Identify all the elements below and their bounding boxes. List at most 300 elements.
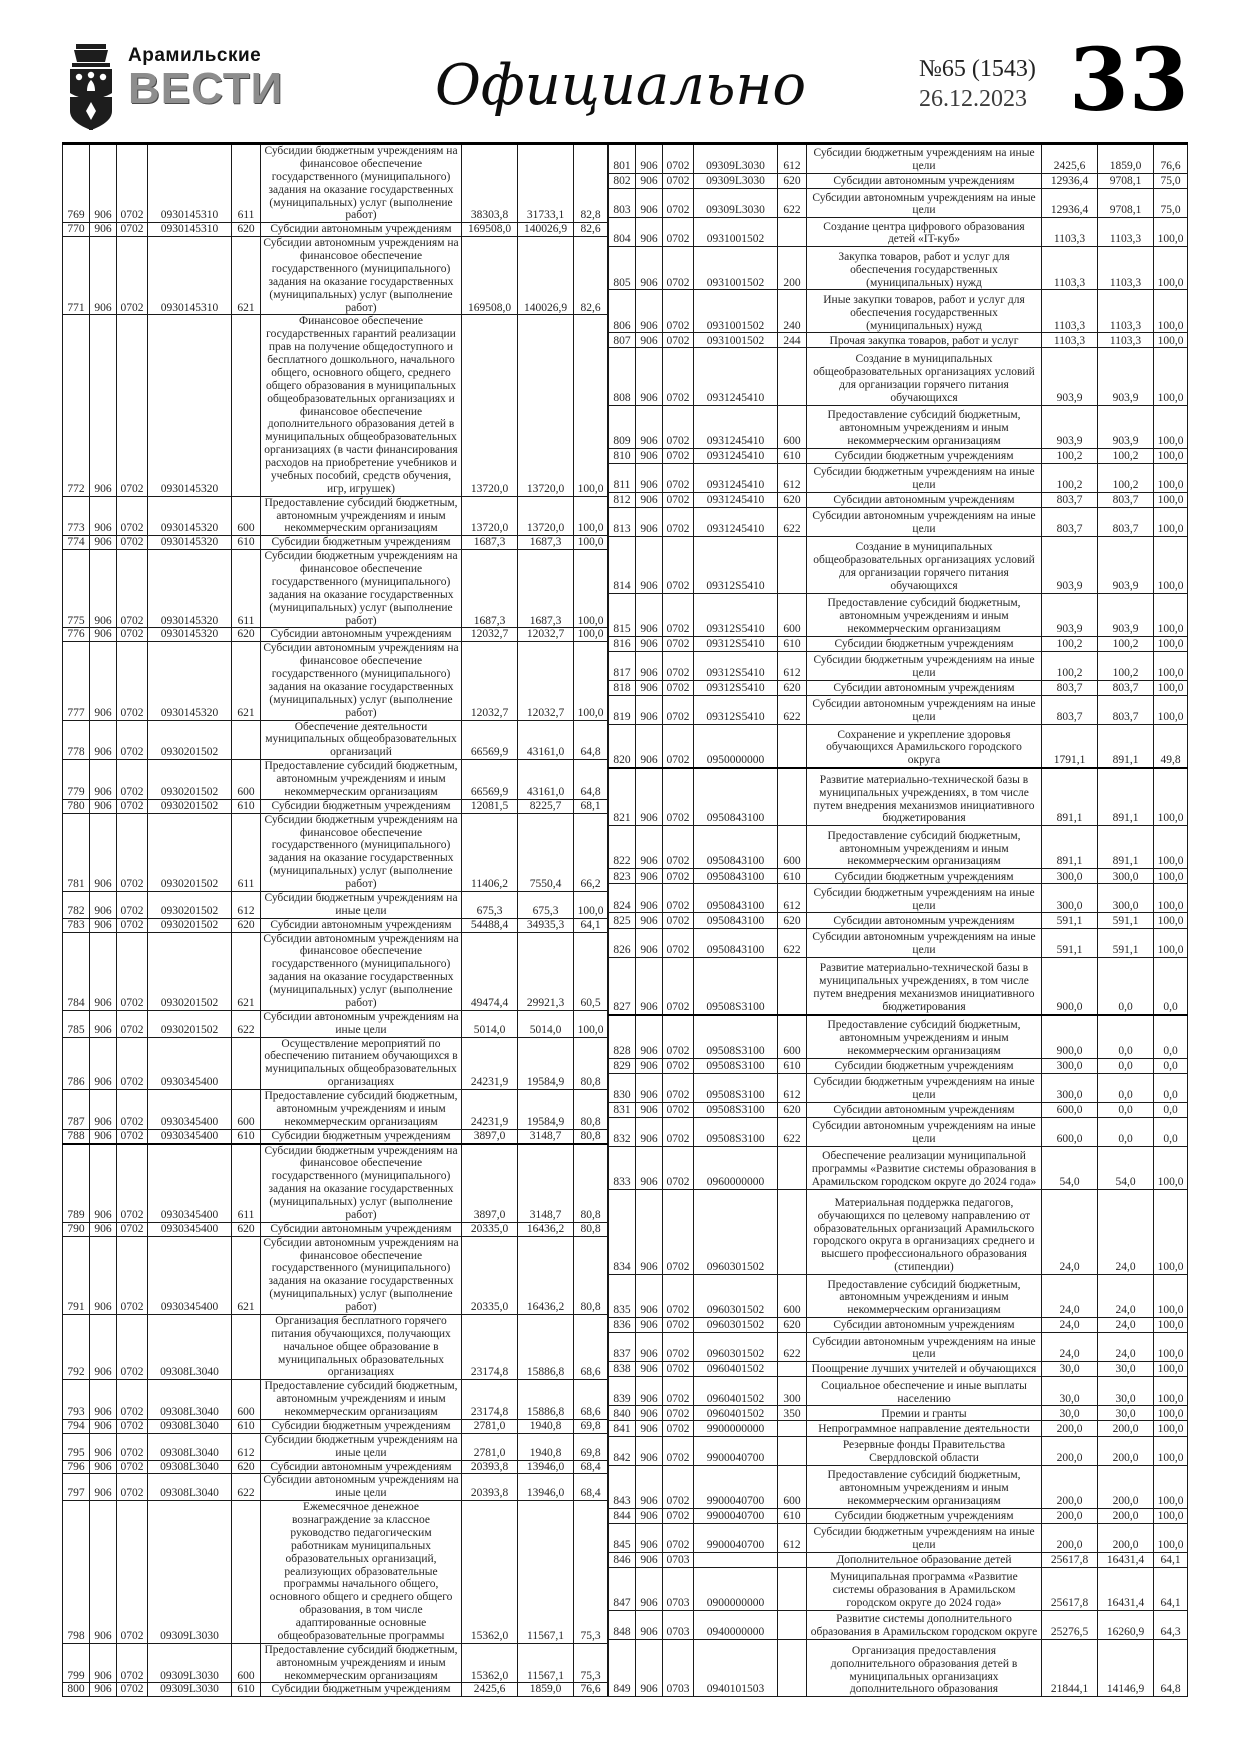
value-percent-cell: 100,0 — [574, 315, 608, 496]
code-section-cell: 0702 — [663, 1058, 694, 1073]
table-row — [609, 884, 1188, 913]
code-type-cell — [232, 315, 261, 496]
value-fact-cell: 8225,7 — [518, 799, 574, 813]
code-section-cell: 0702 — [663, 636, 694, 651]
value-percent-cell: 0,0 — [1154, 1102, 1188, 1117]
row-description: Субсидии бюджетным учреждениям — [807, 1508, 1042, 1523]
code-ved-cell: 906 — [90, 918, 117, 932]
code-ved-cell: 906 — [90, 813, 117, 891]
code-target-cell: 9900040700 — [694, 1436, 778, 1465]
code-ved-cell: 906 — [90, 223, 117, 237]
row-description: Финансовое обеспечение государственных гарантий реализации прав на получение общедоступного и бесплатного дошкольного, начального общего, основного общего, среднего общего образования в муниципальных общеобразовательных организациях и финансовое обеспечение дополнительного образования детей в муниципальных общеобразовательных организациях (в части финансирования расходов на приобретение учебников и учебных пособий, средств обучения, игр, игрушек) — [261, 315, 462, 496]
code-target-cell: 0931001502 — [694, 247, 778, 290]
value-fact-cell: 903,9 — [1098, 593, 1154, 636]
value-fact-cell: 13946,0 — [518, 1474, 574, 1501]
code-ved-cell: 906 — [636, 1523, 663, 1552]
value-percent-cell: 64,8 — [574, 720, 608, 760]
code-section-cell: 0702 — [663, 1073, 694, 1102]
code-type-cell: 612 — [232, 1433, 261, 1460]
table-row — [63, 1419, 608, 1433]
code-ved-cell: 906 — [90, 891, 117, 918]
code-type-cell: 240 — [778, 290, 807, 333]
value-fact-cell: 200,0 — [1098, 1421, 1154, 1436]
code-target-cell: 09309L3030 — [694, 189, 778, 218]
row-description: Субсидии бюджетным учреждениям — [807, 1058, 1042, 1073]
value-percent-cell: 100,0 — [1154, 696, 1188, 725]
value-fact-cell: 3148,7 — [518, 1144, 574, 1223]
code-ved-cell: 906 — [636, 681, 663, 696]
table-row — [609, 189, 1188, 218]
code-type-cell: 600 — [778, 1015, 807, 1059]
code-target-cell: 0960301502 — [694, 1318, 778, 1333]
value-percent-cell: 100,0 — [1154, 247, 1188, 290]
table-row — [63, 1090, 608, 1130]
table-row — [609, 1508, 1188, 1523]
value-fact-cell: 15886,8 — [518, 1380, 574, 1420]
value-plan-cell: 13720,0 — [462, 315, 518, 496]
value-fact-cell: 16436,2 — [518, 1222, 574, 1236]
value-fact-cell: 11567,1 — [518, 1643, 574, 1683]
code-section-cell: 0702 — [663, 463, 694, 492]
code-target-cell: 0930145320 — [148, 550, 232, 628]
code-target-cell: 0930345400 — [148, 1129, 232, 1143]
code-section-cell: 0702 — [663, 333, 694, 348]
value-plan-cell: 24,0 — [1042, 1275, 1098, 1318]
row-num-cell: 792 — [63, 1314, 90, 1379]
row-num-cell: 833 — [609, 1147, 636, 1190]
code-section-cell: 0702 — [663, 957, 694, 1015]
table-row — [609, 174, 1188, 189]
code-section-cell: 0702 — [117, 1380, 148, 1420]
code-ved-cell: 906 — [636, 1436, 663, 1465]
row-description: Предоставление субсидий бюджетным, автономным учреждениям и иным некоммерческим организациям — [807, 593, 1042, 636]
value-percent-cell: 80,8 — [574, 1222, 608, 1236]
code-type-cell: 622 — [778, 1117, 807, 1146]
table-row — [63, 1683, 608, 1697]
code-type-cell — [778, 1362, 807, 1377]
value-plan-cell: 1687,3 — [462, 536, 518, 550]
row-description: Субсидии бюджетным учреждениям — [261, 799, 462, 813]
value-fact-cell: 1940,8 — [518, 1433, 574, 1460]
code-target-cell: 0960301502 — [694, 1333, 778, 1362]
row-num-cell: 837 — [609, 1333, 636, 1362]
row-description: Прочая закупка товаров, работ и услуг — [807, 333, 1042, 348]
budget-tables — [62, 142, 1184, 1697]
code-ved-cell: 906 — [636, 1102, 663, 1117]
value-fact-cell: 19584,9 — [518, 1037, 574, 1090]
row-num-cell: 807 — [609, 333, 636, 348]
row-description: Субсидии бюджетным учреждениям — [261, 1129, 462, 1143]
row-num-cell: 779 — [63, 760, 90, 800]
code-target-cell: 9900040700 — [694, 1508, 778, 1523]
row-description: Субсидии автономным учреждениям на иные цели — [807, 1117, 1042, 1146]
code-section-cell: 0702 — [663, 1190, 694, 1275]
code-type-cell: 622 — [232, 1010, 261, 1037]
row-description: Субсидии автономным учреждениям — [807, 492, 1042, 507]
value-percent-cell: 100,0 — [1154, 1333, 1188, 1362]
value-plan-cell: 66569,9 — [462, 720, 518, 760]
code-ved-cell: 906 — [90, 628, 117, 642]
row-num-cell: 842 — [609, 1436, 636, 1465]
code-section-cell: 0702 — [117, 799, 148, 813]
value-plan-cell: 169508,0 — [462, 237, 518, 315]
row-num-cell: 799 — [63, 1643, 90, 1683]
value-percent-cell: 68,6 — [574, 1314, 608, 1379]
value-plan-cell: 24,0 — [1042, 1190, 1098, 1275]
value-fact-cell: 1940,8 — [518, 1419, 574, 1433]
table-row — [609, 1058, 1188, 1073]
code-section-cell: 0702 — [663, 1102, 694, 1117]
code-ved-cell: 906 — [636, 348, 663, 405]
table-row — [63, 1643, 608, 1683]
code-ved-cell: 906 — [90, 1144, 117, 1223]
code-type-cell: 620 — [778, 492, 807, 507]
row-description: Предоставление субсидий бюджетным, автономным учреждениям и иным некоммерческим организациям — [807, 1275, 1042, 1318]
value-percent-cell: 69,8 — [574, 1433, 608, 1460]
code-type-cell: 611 — [232, 550, 261, 628]
value-plan-cell: 12081,5 — [462, 799, 518, 813]
code-section-cell: 0702 — [663, 1117, 694, 1146]
section-title: Официально — [434, 53, 807, 118]
code-section-cell: 0702 — [117, 237, 148, 315]
value-percent-cell: 69,8 — [574, 1419, 608, 1433]
code-target-cell: 0930145320 — [148, 315, 232, 496]
code-target-cell: 0930201502 — [148, 891, 232, 918]
value-fact-cell: 140026,9 — [518, 237, 574, 315]
value-fact-cell: 12032,7 — [518, 628, 574, 642]
code-target-cell: 0931001502 — [694, 333, 778, 348]
code-target-cell: 0930145310 — [148, 144, 232, 223]
value-percent-cell: 100,0 — [1154, 492, 1188, 507]
value-percent-cell: 100,0 — [1154, 333, 1188, 348]
row-description: Субсидии бюджетным учреждениям на иные цели — [807, 463, 1042, 492]
value-percent-cell: 100,0 — [1154, 290, 1188, 333]
table-row — [609, 1523, 1188, 1552]
value-percent-cell: 100,0 — [574, 550, 608, 628]
code-section-cell: 0702 — [663, 405, 694, 448]
code-ved-cell: 906 — [90, 1643, 117, 1683]
row-description: Организация предоставления дополнительного образования детей в муниципальных организациях дополнительного образования — [807, 1639, 1042, 1696]
value-plan-cell: 100,2 — [1042, 651, 1098, 680]
row-description: Субсидии бюджетным учреждениям на финансовое обеспечение государственного (муниципального) задания на оказание государственных (муниципальных) услуг (выполнение работ) — [261, 813, 462, 891]
value-percent-cell: 75,0 — [1154, 189, 1188, 218]
code-type-cell: 600 — [232, 1380, 261, 1420]
code-target-cell: 0930345400 — [148, 1144, 232, 1223]
row-description: Субсидии автономным учреждениям — [261, 1222, 462, 1236]
code-type-cell: 612 — [778, 463, 807, 492]
table-row — [609, 696, 1188, 725]
code-type-cell: 621 — [232, 237, 261, 315]
table-row — [63, 223, 608, 237]
table-row — [609, 1377, 1188, 1406]
code-target-cell: 09508S3100 — [694, 957, 778, 1015]
row-description: Субсидии автономным учреждениям на иные цели — [807, 1333, 1042, 1362]
code-ved-cell: 906 — [90, 496, 117, 536]
code-type-cell — [778, 957, 807, 1015]
code-type-cell: 621 — [232, 932, 261, 1010]
code-type-cell: 610 — [232, 1683, 261, 1697]
value-fact-cell: 591,1 — [1098, 928, 1154, 957]
row-description: Предоставление субсидий бюджетным, автономным учреждениям и иным некоммерческим организациям — [807, 826, 1042, 869]
value-fact-cell: 0,0 — [1098, 1117, 1154, 1146]
code-target-cell: 09309L3030 — [694, 174, 778, 189]
code-target-cell: 0940000000 — [694, 1610, 778, 1639]
row-num-cell: 838 — [609, 1362, 636, 1377]
value-fact-cell: 34935,3 — [518, 918, 574, 932]
value-plan-cell: 3897,0 — [462, 1144, 518, 1223]
code-type-cell: 600 — [778, 593, 807, 636]
table-row — [63, 1380, 608, 1420]
value-percent-cell: 64,3 — [1154, 1610, 1188, 1639]
value-fact-cell: 903,9 — [1098, 348, 1154, 405]
code-type-cell: 350 — [778, 1406, 807, 1421]
code-target-cell: 0950843100 — [694, 826, 778, 869]
code-section-cell: 0702 — [663, 1465, 694, 1508]
code-type-cell — [778, 218, 807, 247]
value-plan-cell: 12936,4 — [1042, 174, 1098, 189]
code-target-cell: 09308L3040 — [148, 1460, 232, 1474]
masthead — [62, 30, 1189, 136]
table-row — [63, 799, 608, 813]
table-row — [63, 1037, 608, 1090]
row-description: Субсидии автономным учреждениям на финансовое обеспечение государственного (муниципального) задания на оказание государственных (муниципальных) услуг (выполнение работ) — [261, 642, 462, 720]
row-description: Осуществление мероприятий по обеспечению питанием обучающихся в муниципальных общеобразовательных организациях — [261, 1037, 462, 1090]
code-ved-cell: 906 — [636, 1406, 663, 1421]
value-percent-cell: 0,0 — [1154, 1117, 1188, 1146]
code-section-cell: 0702 — [117, 918, 148, 932]
row-description: Предоставление субсидий бюджетным, автономным учреждениям и иным некоммерческим организациям — [807, 1465, 1042, 1508]
row-num-cell: 815 — [609, 593, 636, 636]
value-plan-cell: 100,2 — [1042, 463, 1098, 492]
code-section-cell: 0702 — [117, 1419, 148, 1433]
value-percent-cell: 64,1 — [574, 918, 608, 932]
table-row — [609, 913, 1188, 928]
code-type-cell — [778, 1147, 807, 1190]
row-num-cell: 836 — [609, 1318, 636, 1333]
value-plan-cell: 300,0 — [1042, 1073, 1098, 1102]
value-fact-cell: 3148,7 — [518, 1129, 574, 1143]
table-row — [609, 144, 1188, 174]
value-plan-cell: 900,0 — [1042, 1015, 1098, 1059]
row-num-cell: 811 — [609, 463, 636, 492]
code-section-cell: 0703 — [663, 1610, 694, 1639]
table-row — [609, 1318, 1188, 1333]
code-type-cell: 610 — [232, 1129, 261, 1143]
row-description: Субсидии бюджетным учреждениям на иные цели — [807, 144, 1042, 174]
code-section-cell: 0702 — [663, 593, 694, 636]
code-ved-cell: 906 — [636, 1610, 663, 1639]
code-section-cell: 0702 — [663, 1015, 694, 1059]
table-row — [609, 1190, 1188, 1275]
row-description: Субсидии автономным учреждениям на финансовое обеспечение государственного (муниципального) задания на оказание государственных (муниципальных) услуг (выполнение работ) — [261, 237, 462, 315]
code-target-cell: 0930201502 — [148, 1010, 232, 1037]
code-target-cell: 0930201502 — [148, 799, 232, 813]
row-num-cell: 784 — [63, 932, 90, 1010]
row-num-cell: 801 — [609, 144, 636, 174]
value-percent-cell: 64,8 — [1154, 1639, 1188, 1696]
value-fact-cell: 29921,3 — [518, 932, 574, 1010]
code-section-cell: 0702 — [663, 1275, 694, 1318]
code-type-cell: 620 — [232, 918, 261, 932]
row-num-cell: 826 — [609, 928, 636, 957]
value-plan-cell: 200,0 — [1042, 1421, 1098, 1436]
table-row — [63, 1129, 608, 1143]
row-description: Субсидии бюджетным учреждениям на иные цели — [807, 884, 1042, 913]
value-percent-cell: 100,0 — [574, 1010, 608, 1037]
table-row — [63, 720, 608, 760]
code-target-cell: 0950843100 — [694, 768, 778, 826]
value-plan-cell: 1103,3 — [1042, 247, 1098, 290]
value-percent-cell: 100,0 — [574, 628, 608, 642]
code-target-cell: 0931245410 — [694, 463, 778, 492]
value-percent-cell: 76,6 — [574, 1683, 608, 1697]
code-target-cell: 0960401502 — [694, 1406, 778, 1421]
code-target-cell: 0900000000 — [694, 1567, 778, 1610]
code-section-cell: 0702 — [663, 768, 694, 826]
row-description: Субсидии автономным учреждениям на иные цели — [807, 928, 1042, 957]
value-fact-cell: 13946,0 — [518, 1460, 574, 1474]
code-target-cell: 0930201502 — [148, 760, 232, 800]
row-description: Предоставление субсидий бюджетным, автономным учреждениям и иным некоммерческим организациям — [807, 1015, 1042, 1059]
value-fact-cell: 1859,0 — [518, 1683, 574, 1697]
code-type-cell: 622 — [778, 507, 807, 536]
row-num-cell: 781 — [63, 813, 90, 891]
code-type-cell: 622 — [778, 696, 807, 725]
value-percent-cell: 64,1 — [1154, 1567, 1188, 1610]
value-fact-cell: 100,2 — [1098, 463, 1154, 492]
value-percent-cell: 100,0 — [574, 642, 608, 720]
value-fact-cell: 30,0 — [1098, 1406, 1154, 1421]
value-percent-cell: 100,0 — [1154, 1523, 1188, 1552]
value-percent-cell: 64,8 — [574, 760, 608, 800]
code-type-cell: 622 — [232, 1474, 261, 1501]
code-ved-cell: 906 — [636, 1639, 663, 1696]
code-section-cell: 0702 — [117, 1222, 148, 1236]
table-row — [609, 463, 1188, 492]
code-target-cell: 0930345400 — [148, 1037, 232, 1090]
value-percent-cell: 100,0 — [1154, 448, 1188, 463]
row-description: Субсидии бюджетным учреждениям — [261, 536, 462, 550]
code-type-cell: 620 — [778, 1102, 807, 1117]
value-plan-cell: 12936,4 — [1042, 189, 1098, 218]
code-target-cell: 0960301502 — [694, 1275, 778, 1318]
value-percent-cell: 80,8 — [574, 1037, 608, 1090]
value-plan-cell: 200,0 — [1042, 1436, 1098, 1465]
code-ved-cell: 906 — [636, 1362, 663, 1377]
code-target-cell: 0960401502 — [694, 1362, 778, 1377]
value-percent-cell: 0,0 — [1154, 1058, 1188, 1073]
value-percent-cell: 100,0 — [1154, 826, 1188, 869]
code-target-cell: 09312S5410 — [694, 696, 778, 725]
code-type-cell — [778, 1436, 807, 1465]
code-section-cell: 0702 — [663, 928, 694, 957]
value-plan-cell: 23174,8 — [462, 1314, 518, 1379]
code-type-cell — [232, 720, 261, 760]
code-ved-cell: 906 — [636, 1147, 663, 1190]
value-percent-cell: 82,6 — [574, 223, 608, 237]
code-type-cell: 612 — [778, 144, 807, 174]
table-row — [609, 928, 1188, 957]
row-num-cell: 830 — [609, 1073, 636, 1102]
value-plan-cell: 24231,9 — [462, 1037, 518, 1090]
code-target-cell: 0960401502 — [694, 1377, 778, 1406]
row-description: Социальное обеспечение и иные выплаты населению — [807, 1377, 1042, 1406]
code-type-cell: 610 — [232, 1419, 261, 1433]
code-target-cell: 09508S3100 — [694, 1073, 778, 1102]
table-row — [609, 768, 1188, 826]
code-type-cell: 620 — [232, 223, 261, 237]
value-plan-cell: 30,0 — [1042, 1362, 1098, 1377]
value-fact-cell: 13720,0 — [518, 315, 574, 496]
table-row — [63, 760, 608, 800]
value-fact-cell: 1687,3 — [518, 536, 574, 550]
table-row — [63, 932, 608, 1010]
value-fact-cell: 140026,9 — [518, 223, 574, 237]
value-fact-cell: 1103,3 — [1098, 247, 1154, 290]
code-ved-cell: 906 — [636, 405, 663, 448]
table-row — [609, 681, 1188, 696]
code-section-cell: 0702 — [117, 144, 148, 223]
code-section-cell: 0702 — [117, 496, 148, 536]
code-ved-cell: 906 — [636, 218, 663, 247]
row-description: Субсидии бюджетным учреждениям на финансовое обеспечение государственного (муниципального) задания на оказание государственных (муниципальных) услуг (выполнение работ) — [261, 144, 462, 223]
value-fact-cell: 0,0 — [1098, 1073, 1154, 1102]
code-target-cell: 09308L3040 — [148, 1419, 232, 1433]
row-description: Субсидии бюджетным учреждениям — [807, 448, 1042, 463]
value-plan-cell: 803,7 — [1042, 492, 1098, 507]
code-type-cell: 620 — [778, 913, 807, 928]
code-ved-cell: 906 — [636, 174, 663, 189]
code-target-cell: 09308L3040 — [148, 1314, 232, 1379]
row-description: Субсидии бюджетным учреждениям на иные цели — [807, 651, 1042, 680]
value-plan-cell: 24,0 — [1042, 1333, 1098, 1362]
value-fact-cell: 891,1 — [1098, 725, 1154, 769]
value-percent-cell: 68,1 — [574, 799, 608, 813]
value-fact-cell: 9708,1 — [1098, 174, 1154, 189]
row-description: Субсидии бюджетным учреждениям — [261, 1683, 462, 1697]
code-ved-cell: 906 — [636, 1058, 663, 1073]
value-fact-cell: 100,2 — [1098, 651, 1154, 680]
value-percent-cell: 49,8 — [1154, 725, 1188, 769]
row-description: Резервные фонды Правительства Свердловской области — [807, 1436, 1042, 1465]
code-type-cell: 612 — [232, 891, 261, 918]
value-fact-cell: 7550,4 — [518, 813, 574, 891]
row-description: Субсидии автономным учреждениям — [807, 681, 1042, 696]
row-description: Непрограммное направление деятельности — [807, 1421, 1042, 1436]
table-row — [63, 237, 608, 315]
table-row — [63, 1460, 608, 1474]
value-plan-cell: 25617,8 — [1042, 1552, 1098, 1567]
row-num-cell: 803 — [609, 189, 636, 218]
table-row — [609, 593, 1188, 636]
code-ved-cell: 906 — [636, 536, 663, 593]
value-fact-cell: 15886,8 — [518, 1314, 574, 1379]
code-ved-cell: 906 — [90, 1460, 117, 1474]
row-description: Предоставление субсидий бюджетным, автономным учреждениям и иным некоммерческим организациям — [261, 1090, 462, 1130]
code-target-cell: 0930201502 — [148, 720, 232, 760]
value-plan-cell: 2781,0 — [462, 1433, 518, 1460]
row-num-cell: 769 — [63, 144, 90, 223]
code-type-cell — [232, 1037, 261, 1090]
row-description: Сохранение и укрепление здоровья обучающихся Арамильского городского округа — [807, 725, 1042, 769]
code-section-cell: 0702 — [663, 913, 694, 928]
row-description: Субсидии бюджетным учреждениям на иные цели — [807, 1523, 1042, 1552]
value-fact-cell: 19584,9 — [518, 1090, 574, 1130]
code-section-cell: 0702 — [663, 826, 694, 869]
table-row — [609, 1465, 1188, 1508]
code-section-cell: 0702 — [663, 247, 694, 290]
value-percent-cell: 68,4 — [574, 1474, 608, 1501]
